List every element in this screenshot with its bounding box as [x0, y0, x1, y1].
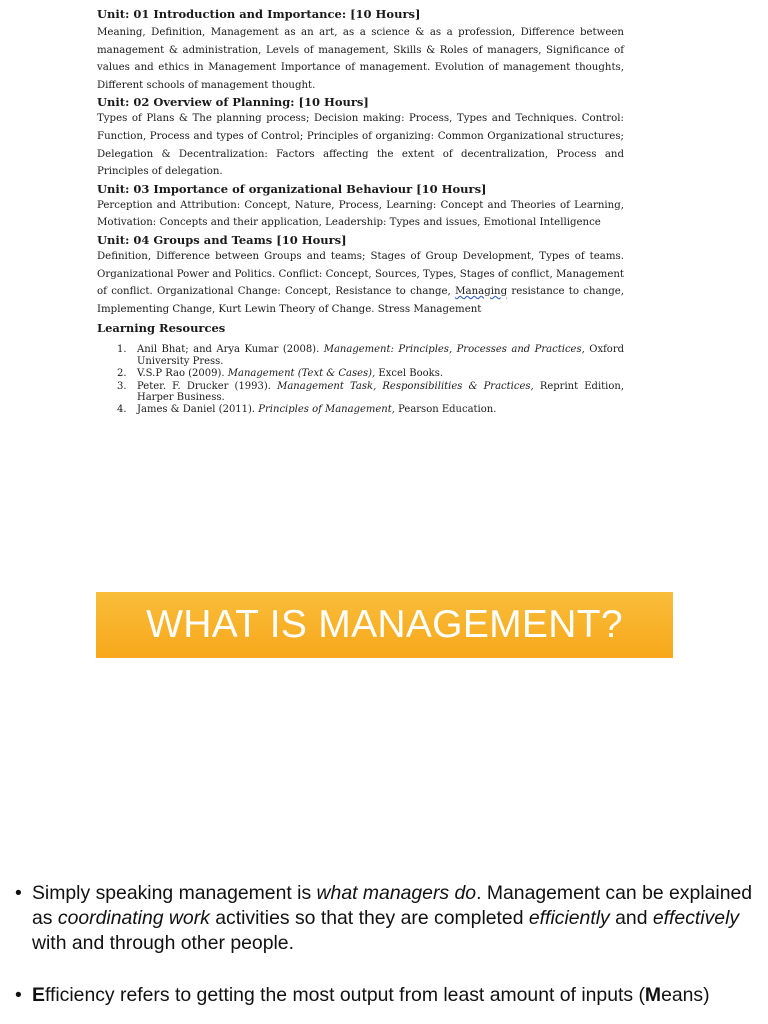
reference-title: Management Task, Responsibilities & Practices,	[277, 380, 534, 392]
unit-2-title: Unit: 02 Overview of Planning: [10 Hours]	[97, 95, 369, 110]
definition-bullets	[14, 881, 764, 1008]
text-segment: and	[609, 907, 653, 929]
reference-item	[117, 404, 624, 415]
spellcheck-marked-word: Managing	[455, 286, 508, 298]
section-banner	[96, 592, 673, 658]
text-segment: with and through other people.	[32, 932, 294, 954]
text-segment: activities so that they are completed	[209, 907, 529, 929]
emphasis-text: what managers do	[316, 882, 477, 904]
unit-3-body: Perception and Attribution: Concept, Nature, Process, Learning: Concept and Theories of Learning, Motivation: Concepts and their application, Leadership: Types and issues, Emotional Intelligence	[97, 199, 624, 229]
reference-authors: Anil Bhat; and Arya Kumar (2008).	[137, 344, 324, 356]
banner-title: WHAT IS MANAGEMENT?	[146, 603, 623, 646]
reference-title: Principles of Management,	[258, 404, 395, 416]
text-segment: eans)	[661, 984, 710, 1006]
unit-4-body	[97, 248, 624, 318]
bold-letter: E	[32, 984, 45, 1006]
text-segment: Simply speaking management is	[32, 882, 317, 904]
reference-item	[117, 344, 624, 367]
reference-publisher: Oxford University Press.	[137, 344, 624, 367]
reference-item	[117, 368, 624, 379]
learning-resources-heading: Learning Resources	[97, 321, 226, 336]
bullet-dot: •	[15, 984, 22, 1006]
syllabus-section	[97, 6, 624, 417]
reference-authors: James & Daniel (2011).	[137, 404, 259, 416]
unit-2-body: Types of Plans & The planning process; Decision making: Process, Types and Techniques. Control: Function, Process and types of Control; Principles of organizing: Common Organizational structures; Delegation & Decentralization: Factors affecting the extent of decentralization, Process and Principles of delegation.	[97, 113, 624, 178]
reference-title: Management (Text & Cases),	[227, 368, 376, 380]
reference-number: 3.	[117, 380, 127, 392]
reference-title: Management: Principles, Processes and Practices,	[323, 344, 585, 356]
reference-number: 4.	[117, 404, 127, 416]
bullet-dot: •	[15, 882, 22, 904]
reference-authors: V.S.P Rao (2009).	[137, 368, 228, 380]
reference-authors: Peter. F. Drucker (1993).	[137, 380, 278, 392]
reference-list	[97, 344, 624, 415]
unit-4-title: Unit: 04 Groups and Teams [10 Hours]	[97, 232, 347, 247]
emphasis-text: coordinating work	[57, 907, 210, 929]
bullet-management-definition	[14, 881, 764, 956]
text-segment: . Management can be explained as	[32, 882, 753, 929]
unit-4-body-part-1: Definition, Difference between Groups and teams; Stages of Group Development, Types of teams. Organizational Power and Politics. Conflict: Concept, Sources, Types, Stages of conflict, Management of conflict. Organizational Change: Concept, Resistance to change,	[97, 250, 624, 298]
bold-letter: M	[644, 984, 662, 1006]
emphasis-text: effectively	[652, 907, 740, 929]
reference-publisher: Reprint Edition, Harper Business.	[137, 380, 625, 403]
reference-publisher: Pearson Education.	[394, 404, 497, 416]
bullet-efficiency-definition	[14, 983, 764, 1008]
reference-item	[117, 381, 624, 404]
unit-1-title: Unit: 01 Introduction and Importance: [10 Hours]	[97, 7, 421, 21]
text-segment: fficiency refers to getting the most output from least amount of inputs (	[44, 984, 645, 1006]
reference-number: 1.	[117, 344, 127, 356]
reference-number: 2.	[117, 368, 127, 380]
unit-1-body: Meaning, Definition, Management as an art, as a science & as a profession, Difference between management & administration, Levels of management, Skills & Roles of managers, Significance of values and ethics in Management Importance of management. Evolution of management thoughts, Different schools of management thought.	[97, 27, 624, 91]
emphasis-text: efficiently	[528, 907, 610, 929]
unit-3-title: Unit: 03 Importance of organizational Behaviour [10 Hours]	[97, 181, 487, 196]
reference-publisher: Excel Books.	[375, 368, 444, 380]
unit-4-body-part-2: resistance to change, Implementing Change, Kurt Lewin Theory of Change. Stress Management	[97, 286, 624, 315]
